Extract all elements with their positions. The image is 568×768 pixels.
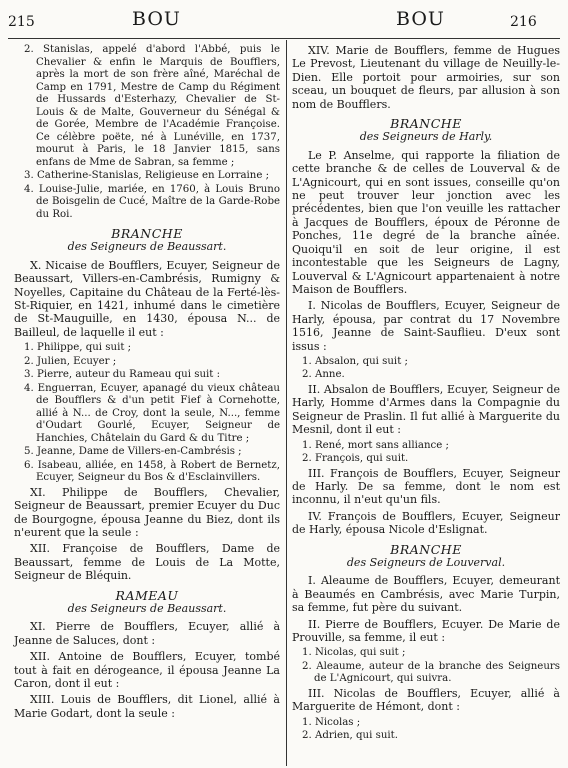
list-item: 2. Adrien, qui suit. <box>302 730 398 742</box>
paragraph: XIII. Louis de Boufflers, dit Lionel, allié à Marie Godart, dont la seule : <box>14 693 280 720</box>
paragraph: X. Nicaise de Boufflers, Ecuyer, Seigneur de Beaussart, Villers-en-Cambrésis, Rumigny & Noyelles, Capitaine du Château de la Ferté-lès-St-Riquier, en 1421, inhumé dans le cimetière de St-Mauguille, en 1430, épousa N... de Bailleul, de laquelle il eut : <box>14 258 280 339</box>
list-item: 2. Anne. <box>302 369 345 381</box>
header-rule <box>8 38 560 39</box>
column-divider <box>286 40 287 766</box>
right-page-number: 216 <box>510 14 537 30</box>
paragraph: XII. Françoise de Boufflers, Dame de Beaussart, femme de Louis de La Motte, Seigneur de Bléquin. <box>14 542 280 583</box>
list-item: 6. Isabeau, alliée, en 1458, à Robert de Bernetz, Ecuyer, Seigneur du Bos & d'Esclainvillers. <box>24 459 280 484</box>
section-heading: BRANCHE <box>111 226 183 241</box>
paragraph: I. Nicolas de Boufflers, Ecuyer, Seigneur de Harly, épousa, par contrat du 17 Novembre 1516, Jeanne de Saint-Sauflieu. D'eux sont issus : <box>292 299 560 353</box>
paragraph: II. Pierre de Boufflers, Ecuyer. De Marie de Prouville, sa femme, il eut : <box>292 617 560 645</box>
list-item: 4. Enguerran, Ecuyer, apanagé du vieux château de Boufflers & d'un petit Fief à Cornehotte, allié à N... de Croy, dont la seule, N..., femme d'Oudart Gourlé, Ecuyer, Seigneur de Hanchies, Châtelain du Gard & du Titre ; <box>24 382 280 444</box>
list-item: 2. Julien, Ecuyer ; <box>24 355 117 367</box>
list-item: 5. Jeanne, Dame de Villers-en-Cambrésis ; <box>24 446 242 458</box>
paragraph: XII. Antoine de Boufflers, Ecuyer, tombé tout à fait en dérogeance, il épousa Jeanne La Caron, dont il eut : <box>14 650 280 691</box>
list-item: 1. Nicolas, qui suit ; <box>302 647 406 659</box>
list-item: 3. Pierre, auteur du Rameau qui suit : <box>24 369 221 381</box>
paragraph: III. Nicolas de Boufflers, Ecuyer, allié à Marguerite de Hémont, dont : <box>292 686 560 714</box>
list-item: 2. Aleaume, auteur de la branche des Seigneurs de L'Agnicourt, qui suivra. <box>302 660 560 685</box>
left-running-title: BOU <box>132 8 181 30</box>
list-item: 3. Catherine-Stanislas, Religieuse en Lorraine ; <box>24 170 270 181</box>
section-subheading: des Seigneurs de Beaussart. <box>67 602 227 615</box>
left-column <box>14 44 280 723</box>
section-subheading: des Seigneurs de Harly. <box>359 130 493 144</box>
section-heading: BRANCHE <box>390 116 462 132</box>
paragraph: XI. Philippe de Boufflers, Chevalier, Seigneur de Beaussart, premier Ecuyer du Duc de Bourgogne, épousa Jeanne du Biez, dont ils n'eurent que la seule : <box>14 485 280 539</box>
list-item: 2. François, qui suit. <box>302 453 409 465</box>
section-heading: BRANCHE <box>390 541 462 557</box>
section-subheading: des Seigneurs de Beaussart. <box>67 240 227 254</box>
right-column <box>292 44 560 744</box>
list-item: 1. Philippe, qui suit ; <box>24 342 132 354</box>
section-subheading: des Seigneurs de Louverval. <box>346 556 506 569</box>
paragraph: II. Absalon de Boufflers, Ecuyer, Seigneur de Harly, Homme d'Armes dans la Compagnie du Seigneur de Praslin. Il fut allié à Marguerite du Mesnil, dont il eut : <box>292 382 560 437</box>
section-heading: RAMEAU <box>115 587 179 603</box>
list-item: 1. Absalon, qui suit ; <box>302 355 408 367</box>
list-item: 1. Nicolas ; <box>302 716 361 728</box>
paragraph: III. François de Boufflers, Ecuyer, Seigneur de Harly. De sa femme, dont le nom est inconnu, il n'eut qu'un fils. <box>292 466 560 507</box>
paragraph: XIV. Marie de Boufflers, femme de Hugues Le Prevost, Lieutenant du village de Neuilly-le-Dien. Elle portoit pour armoiries, sur son sceau, un bouquet de fleurs, par allusion à son nom de Boufflers. <box>292 44 560 111</box>
paragraph: XI. Pierre de Boufflers, Ecuyer, allié à Jeanne de Saluces, dont : <box>14 620 280 647</box>
left-page-number: 215 <box>8 14 35 30</box>
right-running-title: BOU <box>396 8 445 30</box>
list-item: 4. Louise-Julie, mariée, en 1760, à Louis Bruno de Boisgelin de Cucé, Maître de la Garde-Robe du Roi. <box>24 183 280 220</box>
list-item: 2. Stanislas, appelé d'abord l'Abbé, puis le Chevalier & enfin le Marquis de Boufflers, après la mort de son frère aîné, Maréchal de Camp en 1791, Mestre de Camp du Régiment de Hussards d'Esterhazy, Chevalier de St-Louis & de Malte, Gouverneur du Sénégal & de Gorée, Membre de l'Académie Françoise. Ce célèbre poëte, né à Lunéville, en 1737, mourut à Paris, le 18 Janvier 1815, sans enfans de Mme de Sabran, sa femme ; <box>24 44 280 168</box>
paragraph: IV. François de Boufflers, Ecuyer, Seigneur de Harly, épousa Nicole d'Eslignat. <box>292 509 560 537</box>
paragraph: I. Aleaume de Boufflers, Ecuyer, demeurant à Beaumés en Cambrésis, avec Marie Turpin, sa femme, fut père du suivant. <box>292 574 560 615</box>
paragraph: Le P. Anselme, qui rapporte la filiation de cette branche & de celles de Louverval & de L'Agnicourt, qui en sont issues, conseille qu'on ne peut trouver leur jonction avec les précédentes, bien que l'on veuille les rattacher à Jacques de Boufflers, époux de Péronne de Ponches, 11e degré de la branche aînée. Quoiqu'il en soit de leur origine, il est incontestable que les Seigneurs de Lagny, Louverval & L'Agnicourt appartenaient à notre Maison de Boufflers. <box>292 148 560 296</box>
list-item: 1. René, mort sans alliance ; <box>302 439 449 451</box>
